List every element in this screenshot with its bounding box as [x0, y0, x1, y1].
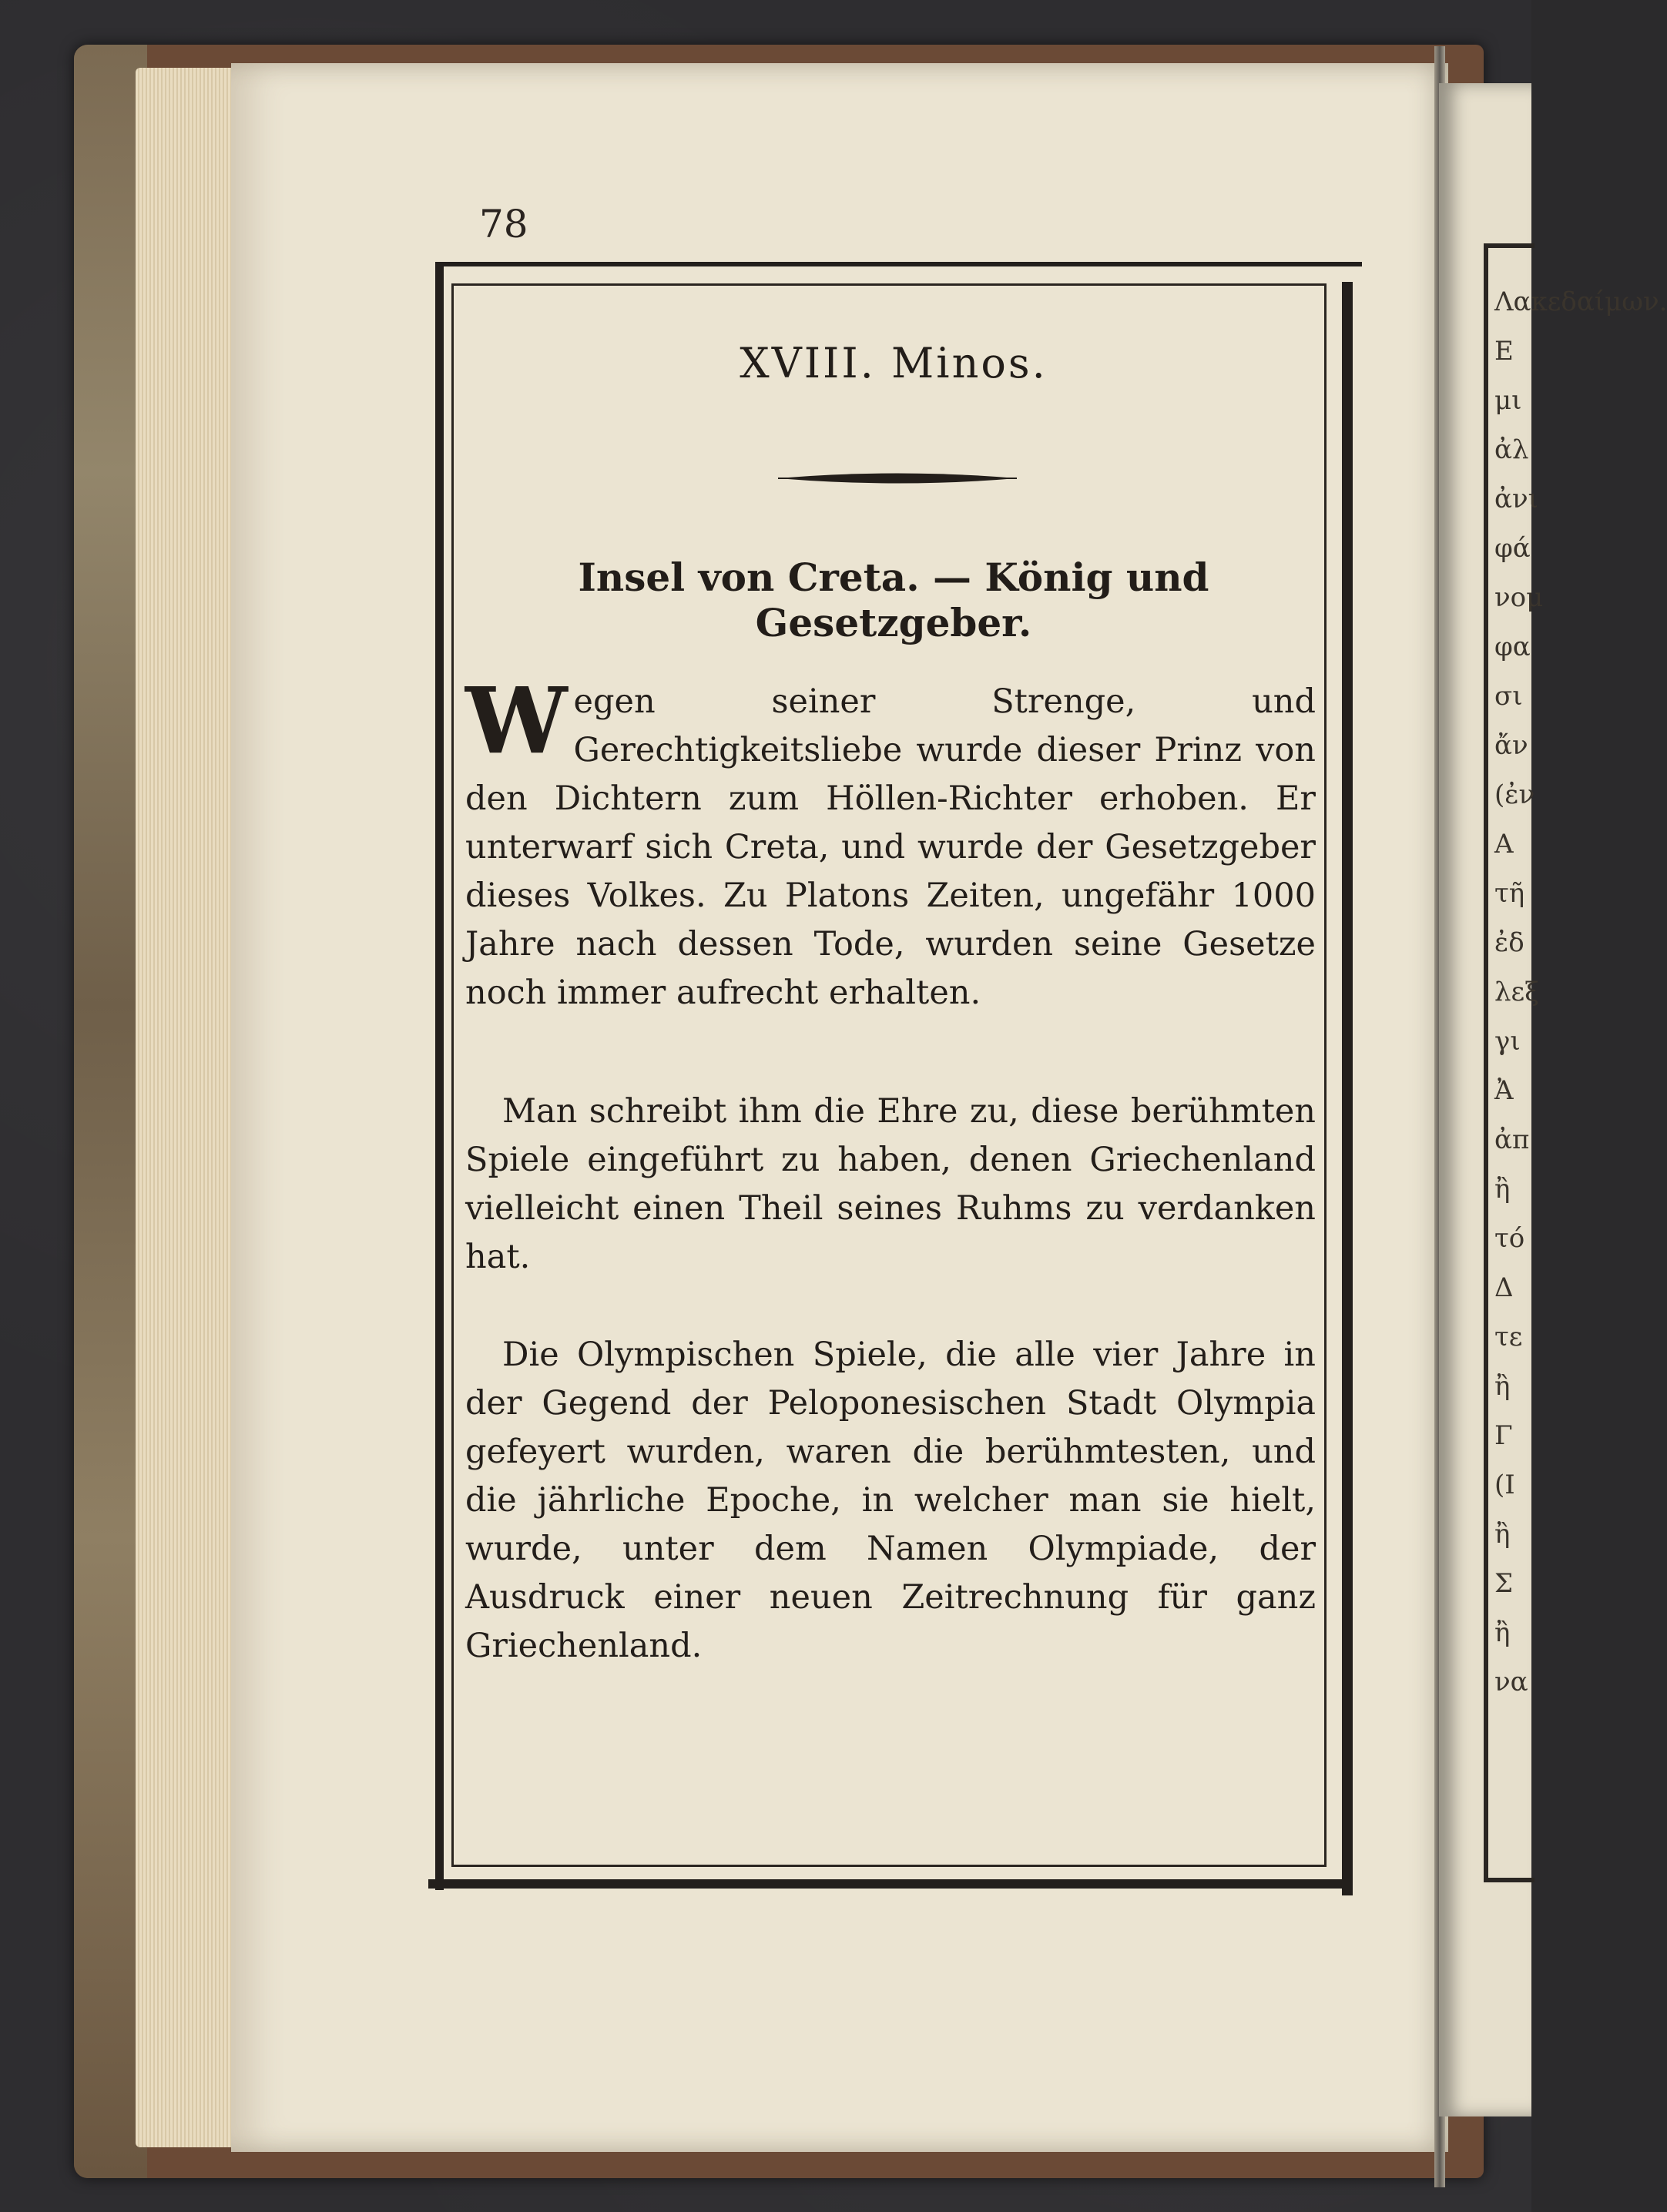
chapter-title: XVIII. Minos. [740, 339, 1048, 387]
paragraph-3: Die Olympischen Spiele, die alle vier Jahre in der Gegend der Peloponesischen Stadt Olympia gefeyert wurden, waren die berühmtesten, und die jährliche Epoche, in welcher man sie hielt, wurde, unter dem Namen Olympiade, der Ausdruck einer neuen Zeitrechnung für ganz Griechenland. [465, 1336, 1316, 1665]
paragraph-2: Man schreibt ihm die Ehre zu, diese berühmten Spiele eingeführt zu haben, denen Griechenland vielleicht einen Theil seines Ruhms zu verdanken hat. [465, 1092, 1316, 1276]
drop-cap: W [465, 667, 568, 774]
paragraph-1-text: egen seiner Strenge, und Gerechtigkeitsliebe wurde dieser Prinz von den Dichtern zum Höllen-Richter erhoben. Er unterwarf sich Creta, und wurde der Gesetzgeber dieses Volkes. Zu Platons Zeiten, ungefähr 1000 Jahre nach dessen Tode, wurden seine Gesetze noch immer aufrecht erhalten. [465, 682, 1316, 1012]
paragraph-1 [465, 667, 1316, 1017]
chapter-subtitle: Insel von Creta. — König und Gesetzgeber. [578, 555, 1209, 645]
facing-page-margin-text: Λακεδαίμων. Ε μι ἀλ ἀνι φά νομ φα σι ἄν (ἐν Α τῆ ἐδ λεξ γι Ἀ ἀπ ἢ τό Δ τε ἢ Γ (Ι ἢ Σ ἢ να [1494, 287, 1667, 1698]
page-frame-right-rule [1342, 282, 1353, 1895]
title-ornament-rule [778, 470, 1017, 487]
page-frame-bottom-rule [428, 1879, 1345, 1889]
page-number: 78 [479, 202, 528, 246]
